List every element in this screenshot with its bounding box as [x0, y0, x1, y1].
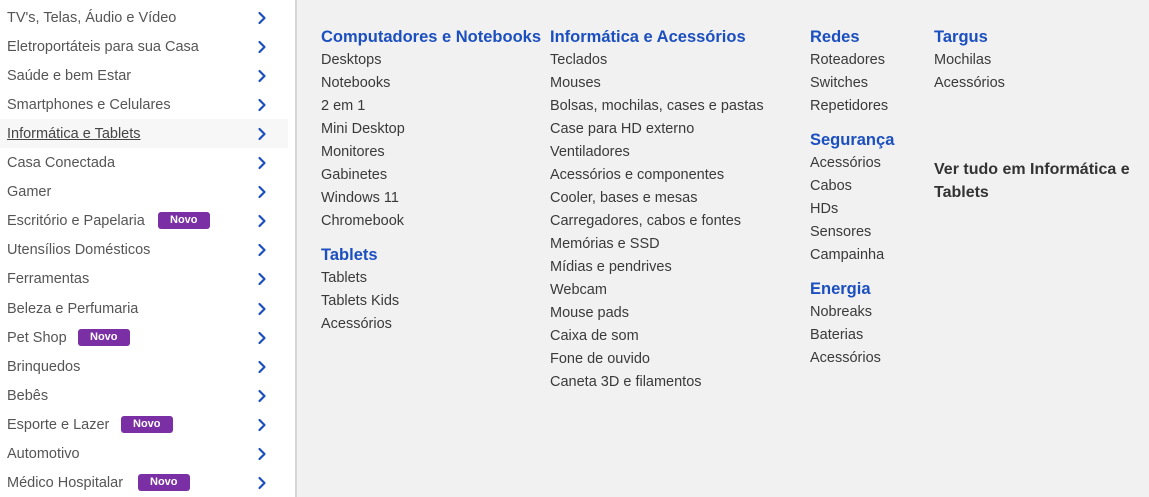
- chevron-right-icon[interactable]: [257, 360, 267, 374]
- menu-link-chromebook[interactable]: Chromebook: [321, 213, 405, 229]
- chevron-right-icon[interactable]: [257, 127, 267, 141]
- sidebar-item-brinquedos[interactable]: [0, 352, 288, 381]
- sidebar-item-utensilios-domesticos[interactable]: [0, 235, 288, 264]
- chevron-right-icon[interactable]: [257, 476, 267, 490]
- menu-link-nobreaks[interactable]: Nobreaks: [810, 304, 873, 320]
- menu-link-switches[interactable]: Switches: [810, 75, 869, 91]
- menu-link-baterias[interactable]: Baterias: [810, 327, 864, 343]
- sidebar-item-beleza-e-perfumaria[interactable]: [0, 294, 288, 323]
- menu-link-campainha[interactable]: Campainha: [810, 247, 885, 263]
- sidebar-item-eletroportateis-para-sua-casa[interactable]: [0, 32, 288, 61]
- menu-link-webcam[interactable]: Webcam: [550, 282, 607, 298]
- new-badge: Novo: [121, 416, 173, 433]
- sidebar-item-esporte-e-lazer[interactable]: [0, 410, 288, 439]
- menu-group-title[interactable]: Energia: [810, 280, 871, 298]
- sidebar-item-label: Escritório e Papelaria: [7, 212, 145, 229]
- chevron-right-icon[interactable]: [257, 389, 267, 403]
- sidebar-item-smartphones-e-celulares[interactable]: [0, 90, 288, 119]
- menu-group-title[interactable]: Tablets: [321, 246, 378, 264]
- menu-link-caixa-de-som[interactable]: Caixa de som: [550, 328, 639, 344]
- chevron-right-icon[interactable]: [257, 272, 267, 286]
- new-badge: Novo: [158, 212, 210, 229]
- sidebar-item-label: Automotivo: [7, 445, 80, 462]
- chevron-right-icon[interactable]: [257, 11, 267, 25]
- menu-link-teclados[interactable]: Teclados: [550, 52, 608, 68]
- chevron-right-icon[interactable]: [257, 185, 267, 199]
- category-sidebar: [0, 0, 295, 497]
- new-badge: Novo: [78, 329, 130, 346]
- sidebar-item-label: Pet Shop: [7, 329, 67, 346]
- sidebar-item-label: Beleza e Perfumaria: [7, 300, 139, 317]
- sidebar-item-label: Gamer: [7, 183, 52, 200]
- chevron-right-icon[interactable]: [257, 214, 267, 228]
- menu-link-memorias-e-ssd[interactable]: Memórias e SSD: [550, 236, 660, 252]
- sidebar-item-label: Esporte e Lazer: [7, 416, 110, 433]
- sidebar-item-medico-hospitalar[interactable]: [0, 468, 288, 497]
- menu-link-caneta-3d-e-filamentos[interactable]: Caneta 3D e filamentos: [550, 374, 702, 390]
- new-badge: Novo: [138, 474, 190, 491]
- menu-link-acessorios[interactable]: Acessórios: [810, 155, 881, 171]
- sidebar-item-pet-shop[interactable]: [0, 323, 288, 352]
- menu-group-title[interactable]: Segurança: [810, 131, 895, 149]
- chevron-right-icon[interactable]: [257, 69, 267, 83]
- sidebar-item-gamer[interactable]: [0, 177, 288, 206]
- menu-link-carregadores-cabos-e-fontes[interactable]: Carregadores, cabos e fontes: [550, 213, 742, 229]
- menu-link-hds[interactable]: HDs: [810, 201, 839, 217]
- sidebar-item-label: Casa Conectada: [7, 154, 116, 171]
- menu-link-notebooks[interactable]: Notebooks: [321, 75, 391, 91]
- menu-link-repetidores[interactable]: Repetidores: [810, 98, 889, 114]
- sidebar-item-label: Informática e Tablets: [7, 125, 141, 142]
- sidebar-item-label: Médico Hospitalar: [7, 474, 124, 491]
- menu-link-acessorios[interactable]: Acessórios: [321, 316, 392, 332]
- sidebar-item-automotivo[interactable]: [0, 439, 288, 468]
- menu-group-title[interactable]: Computadores e Notebooks: [321, 28, 542, 46]
- sidebar-item-ferramentas[interactable]: [0, 264, 288, 293]
- sidebar-item-label: Smartphones e Celulares: [7, 96, 171, 113]
- menu-link-tablets[interactable]: Tablets: [321, 270, 367, 286]
- menu-link-acessorios[interactable]: Acessórios: [810, 350, 881, 366]
- submenu-panel: [297, 0, 1149, 497]
- menu-link-mochilas[interactable]: Mochilas: [934, 52, 992, 68]
- sidebar-item-label: Bebês: [7, 387, 49, 404]
- chevron-right-icon[interactable]: [257, 302, 267, 316]
- sidebar-item-label: Utensílios Domésticos: [7, 241, 151, 258]
- chevron-right-icon[interactable]: [257, 156, 267, 170]
- sidebar-item-casa-conectada[interactable]: [0, 148, 288, 177]
- menu-link-roteadores[interactable]: Roteadores: [810, 52, 885, 68]
- menu-link-mini-desktop[interactable]: Mini Desktop: [321, 121, 405, 137]
- menu-link-ventiladores[interactable]: Ventiladores: [550, 144, 630, 160]
- sidebar-item-label: TV's, Telas, Áudio e Vídeo: [7, 9, 177, 26]
- menu-link-monitores[interactable]: Monitores: [321, 144, 385, 160]
- chevron-right-icon[interactable]: [257, 447, 267, 461]
- menu-link-desktops[interactable]: Desktops: [321, 52, 382, 68]
- sidebar-item-label: Brinquedos: [7, 358, 81, 375]
- menu-link-sensores[interactable]: Sensores: [810, 224, 872, 240]
- see-all-link[interactable]: Ver tudo em Informática e Tablets: [934, 161, 1130, 201]
- menu-group-title[interactable]: Informática e Acessórios: [550, 28, 746, 46]
- menu-link-2-em-1[interactable]: 2 em 1: [321, 98, 366, 114]
- menu-link-mouse-pads[interactable]: Mouse pads: [550, 305, 629, 321]
- menu-link-bolsas-mochilas-cases-e-pastas[interactable]: Bolsas, mochilas, cases e pastas: [550, 98, 764, 114]
- menu-link-windows-11[interactable]: Windows 11: [321, 190, 399, 206]
- menu-link-fone-de-ouvido[interactable]: Fone de ouvido: [550, 351, 650, 367]
- chevron-right-icon[interactable]: [257, 40, 267, 54]
- chevron-right-icon[interactable]: [257, 243, 267, 257]
- menu-link-cabos[interactable]: Cabos: [810, 178, 852, 194]
- menu-link-gabinetes[interactable]: Gabinetes: [321, 167, 388, 183]
- sidebar-item-tv-s-telas-audio-e-video[interactable]: [0, 3, 288, 32]
- menu-link-case-para-hd-externo[interactable]: Case para HD externo: [550, 121, 695, 137]
- menu-link-mouses[interactable]: Mouses: [550, 75, 601, 91]
- sidebar-item-informatica-e-tablets[interactable]: [0, 119, 288, 148]
- menu-link-midias-e-pendrives[interactable]: Mídias e pendrives: [550, 259, 672, 275]
- menu-group-title[interactable]: Redes: [810, 28, 860, 46]
- menu-link-acessorios-e-componentes[interactable]: Acessórios e componentes: [550, 167, 725, 183]
- menu-link-cooler-bases-e-mesas[interactable]: Cooler, bases e mesas: [550, 190, 698, 206]
- sidebar-item-label: Saúde e bem Estar: [7, 67, 132, 84]
- chevron-right-icon[interactable]: [257, 418, 267, 432]
- sidebar-item-escritorio-e-papelaria[interactable]: [0, 206, 288, 235]
- menu-link-tablets-kids[interactable]: Tablets Kids: [321, 293, 400, 309]
- chevron-right-icon[interactable]: [257, 98, 267, 112]
- chevron-right-icon[interactable]: [257, 331, 267, 345]
- sidebar-item-label: Ferramentas: [7, 270, 90, 287]
- sidebar-item-saude-e-bem-estar[interactable]: [0, 61, 288, 90]
- menu-link-acessorios[interactable]: Acessórios: [934, 75, 1005, 91]
- menu-group-title[interactable]: Targus: [934, 28, 988, 46]
- sidebar-item-bebes[interactable]: [0, 381, 288, 410]
- sidebar-item-label: Eletroportáteis para sua Casa: [7, 38, 199, 55]
